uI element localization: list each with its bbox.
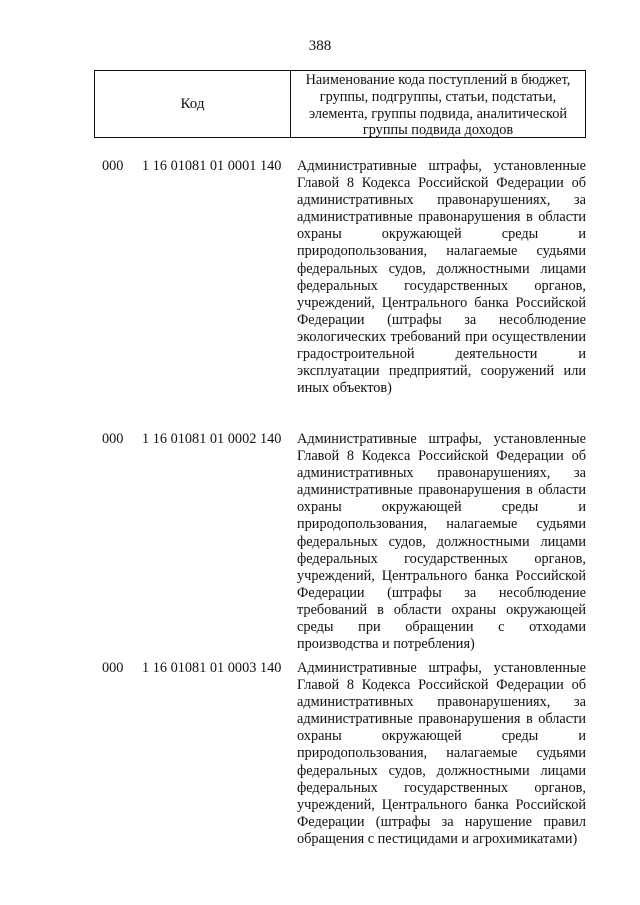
header-name-line: группы, подгруппы, статьи, подстатьи, [319, 88, 557, 105]
entry-description-line: требований в области охраны окружающей [297, 601, 586, 618]
header-code-cell [95, 71, 291, 137]
header-code-label: Код [180, 95, 205, 112]
entry-revenue-code: 1 16 01081 01 0002 140 [142, 431, 282, 447]
entry-description-line: природопользования, налагаемые судьями [297, 516, 586, 533]
entry-description-line: природопользования, налагаемые судьями [297, 243, 586, 260]
entry-description-line: Административные штрафы, установленные [297, 158, 586, 174]
entry-description-line: федеральных государственных органов, [297, 550, 586, 567]
entry-description-line: административные правонарушения в области [297, 711, 586, 728]
entry-description-line: федеральных государственных органов, [297, 277, 586, 294]
entry-description-line: Федерации (штрафы за несоблюдение [297, 311, 586, 328]
entry-description-line: учреждений, Центрального банка Российской [297, 796, 586, 813]
entry-description-line: административных правонарушениях, за [297, 192, 586, 209]
entry-description-line: эксплуатации предприятий, сооружений или [297, 363, 586, 380]
table-header [94, 70, 586, 138]
header-name-line: элемента, группы подвида, аналитической [308, 105, 567, 122]
entry-description-line: градостроительной деятельности и [297, 346, 586, 363]
entry-description-line: федеральных судов, должностными лицами [297, 260, 586, 277]
entry-description-line: административных правонарушениях, за [297, 694, 586, 711]
entry-description-line: учреждений, Центрального банка Российской [297, 567, 586, 584]
entry-description [297, 660, 586, 848]
entry-description-line: федеральных судов, должностными лицами [297, 762, 586, 779]
entry-description-line: природопользования, налагаемые судьями [297, 745, 586, 762]
entry-description-line: административные правонарушения в области [297, 482, 586, 499]
entry-description-line: Федерации (штрафы за несоблюдение [297, 584, 586, 601]
entry-revenue-code: 1 16 01081 01 0003 140 [142, 660, 282, 676]
entry-description-line: Главой 8 Кодекса Российской Федерации об [297, 677, 586, 694]
entry-description-line: федеральных судов, должностными лицами [297, 533, 586, 550]
header-name-line: Наименование кода поступлений в бюджет, [305, 72, 571, 88]
entry-description [297, 158, 586, 397]
entry-description-line: иных объектов) [297, 380, 392, 397]
entry-description-line: Административные штрафы, установленные [297, 431, 586, 447]
entry-description-line: производства и потребления) [297, 636, 475, 653]
entry-description-line: обращения с пестицидами и агрохимикатами) [297, 830, 578, 847]
entry-revenue-code: 1 16 01081 01 0001 140 [142, 158, 282, 174]
entry-description-line: учреждений, Центрального банка Российской [297, 294, 586, 311]
entry-description-line: федеральных государственных органов, [297, 779, 586, 796]
entry-description-line: административных правонарушениях, за [297, 465, 586, 482]
entry-description-line: среды при обращении с отходами [297, 619, 586, 636]
entry-admin-code: 000 [102, 431, 124, 447]
header-name-cell [291, 72, 585, 139]
entry-description-line: административные правонарушения в области [297, 209, 586, 226]
entry-description-line: охраны окружающей среды и [297, 226, 586, 243]
entry-description-line: Главой 8 Кодекса Российской Федерации об [297, 175, 586, 192]
entry-description-line: Главой 8 Кодекса Российской Федерации об [297, 448, 586, 465]
entry-description-line: охраны окружающей среды и [297, 499, 586, 516]
header-name-line: группы подвида доходов [362, 122, 514, 139]
entry-description-line: Административные штрафы, установленные [297, 660, 586, 676]
entry-description-line: охраны окружающей среды и [297, 728, 586, 745]
entry-description-line: Федерации (штрафы за нарушение правил [297, 813, 586, 830]
entry-admin-code: 000 [102, 660, 124, 676]
entry-admin-code: 000 [102, 158, 124, 174]
page-number: 388 [308, 38, 332, 54]
entry-description [297, 431, 586, 653]
entry-description-line: экологических требований при осуществлении [297, 328, 586, 345]
